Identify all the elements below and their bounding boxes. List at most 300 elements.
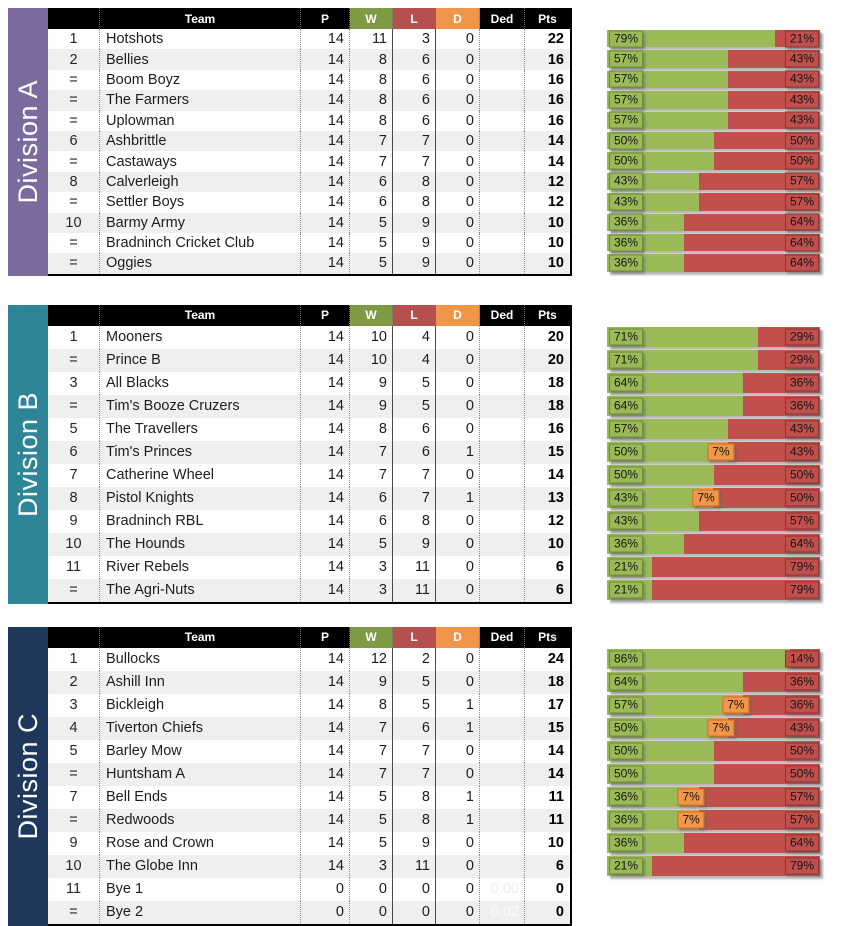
losses-cell: 3 bbox=[393, 29, 436, 49]
win-percentage-label: 21% bbox=[609, 558, 643, 575]
pos-cell: 7 bbox=[48, 464, 100, 487]
table-row bbox=[48, 487, 570, 510]
points-cell: 16 bbox=[547, 92, 564, 109]
wins-cell: 7 bbox=[350, 151, 393, 171]
played-cell: 14 bbox=[301, 717, 350, 740]
team-cell: Bye 2 bbox=[100, 901, 301, 924]
chart-row bbox=[607, 855, 833, 878]
result-bar bbox=[607, 442, 820, 462]
points-cell: 24 bbox=[547, 651, 564, 668]
chart-row bbox=[607, 901, 833, 924]
draws-cell: 0 bbox=[436, 213, 480, 233]
played-cell: 14 bbox=[301, 131, 350, 151]
losses-cell: 6 bbox=[393, 717, 436, 740]
draws-cell: 0 bbox=[436, 671, 480, 694]
team-cell: Uplowman bbox=[100, 111, 301, 131]
header-cell-w: W bbox=[350, 627, 393, 648]
deductions-cell bbox=[480, 832, 525, 855]
result-bar bbox=[607, 787, 820, 807]
losses-cell: 5 bbox=[393, 395, 436, 418]
draws-cell: 0 bbox=[436, 151, 480, 171]
pos-cell: = bbox=[48, 809, 100, 832]
win-percentage-label: 43% bbox=[609, 173, 643, 190]
draws-cell: 0 bbox=[436, 29, 480, 49]
result-bar bbox=[607, 695, 820, 715]
win-percentage-label: 36% bbox=[609, 834, 643, 851]
deductions-cell bbox=[480, 464, 525, 487]
deductions-cell bbox=[480, 233, 525, 253]
played-cell: 14 bbox=[301, 49, 350, 69]
losses-cell: 0 bbox=[393, 901, 436, 924]
points-cell: 20 bbox=[547, 329, 564, 346]
draws-cell: 1 bbox=[436, 809, 480, 832]
points-cell: 16 bbox=[547, 421, 564, 438]
loss-percentage-label: 43% bbox=[785, 443, 819, 460]
chart-row bbox=[607, 487, 833, 510]
loss-percentage-label: 29% bbox=[785, 328, 819, 345]
draws-cell: 0 bbox=[436, 90, 480, 110]
header-cell-pos bbox=[48, 305, 100, 326]
played-cell: 14 bbox=[301, 763, 350, 786]
pos-cell: 10 bbox=[48, 533, 100, 556]
loss-percentage-label: 79% bbox=[785, 558, 819, 575]
losses-cell: 6 bbox=[393, 90, 436, 110]
pos-cell: 3 bbox=[48, 372, 100, 395]
result-bar bbox=[607, 152, 820, 169]
chart-row bbox=[607, 717, 833, 740]
points-cell: 16 bbox=[547, 112, 564, 129]
losses-cell: 9 bbox=[393, 213, 436, 233]
win-percentage-label: 36% bbox=[609, 234, 643, 251]
pos-cell: 3 bbox=[48, 694, 100, 717]
deductions-cell bbox=[480, 441, 525, 464]
loss-percentage-label: 36% bbox=[785, 696, 819, 713]
points-cell: 13 bbox=[547, 490, 564, 507]
team-cell: Bradninch RBL bbox=[100, 510, 301, 533]
points-cell: 16 bbox=[547, 51, 564, 68]
header-cell-pts: Pts bbox=[538, 630, 557, 645]
played-cell: 14 bbox=[301, 648, 350, 671]
wins-cell: 8 bbox=[350, 90, 393, 110]
deductions-cell bbox=[480, 694, 525, 717]
pos-cell: 7 bbox=[48, 786, 100, 809]
losses-cell: 11 bbox=[393, 579, 436, 602]
team-cell: Bellies bbox=[100, 49, 301, 69]
loss-percentage-label: 50% bbox=[785, 153, 819, 170]
result-bar bbox=[607, 465, 820, 485]
team-cell: Rose and Crown bbox=[100, 832, 301, 855]
team-cell: Oggies bbox=[100, 253, 301, 273]
points-cell: 6 bbox=[555, 858, 564, 875]
pos-cell: = bbox=[48, 233, 100, 253]
chart-row bbox=[607, 90, 833, 110]
draws-cell: 0 bbox=[436, 832, 480, 855]
result-bar bbox=[607, 132, 820, 149]
division-a-section bbox=[8, 8, 842, 276]
result-bar bbox=[607, 856, 820, 876]
table-row bbox=[48, 111, 570, 131]
wins-cell: 7 bbox=[350, 717, 393, 740]
loss-percentage-label: 14% bbox=[785, 650, 819, 667]
points-cell: 0 bbox=[555, 881, 564, 898]
chart-row bbox=[607, 372, 833, 395]
loss-percentage-label: 64% bbox=[785, 234, 819, 251]
points-cell: 10 bbox=[547, 835, 564, 852]
win-percentage-label: 21% bbox=[609, 857, 643, 874]
wins-cell: 5 bbox=[350, 809, 393, 832]
deductions-cell bbox=[480, 70, 525, 90]
draws-cell: 0 bbox=[436, 111, 480, 131]
pos-cell: 10 bbox=[48, 855, 100, 878]
pos-cell: 11 bbox=[48, 878, 100, 901]
pos-cell: = bbox=[48, 395, 100, 418]
win-percentage-label: 57% bbox=[609, 696, 643, 713]
deductions-cell bbox=[480, 786, 525, 809]
draw-percentage-label: 7% bbox=[722, 696, 749, 713]
chart-row bbox=[607, 418, 833, 441]
played-cell: 14 bbox=[301, 740, 350, 763]
chart-row bbox=[607, 192, 833, 212]
points-cell: 12 bbox=[547, 513, 564, 530]
loss-percentage-label: 36% bbox=[785, 374, 819, 391]
wins-cell: 7 bbox=[350, 740, 393, 763]
win-percentage-label: 64% bbox=[609, 673, 643, 690]
losses-cell: 6 bbox=[393, 441, 436, 464]
team-cell: Hotshots bbox=[100, 29, 301, 49]
table-row bbox=[48, 441, 570, 464]
loss-percentage-label: 21% bbox=[785, 30, 819, 47]
draws-cell: 0 bbox=[436, 878, 480, 901]
table-body bbox=[48, 326, 570, 602]
points-cell: 16 bbox=[547, 71, 564, 88]
table-row bbox=[48, 253, 570, 273]
result-bar bbox=[607, 193, 820, 210]
header-cell-team: Team bbox=[100, 8, 301, 29]
draws-cell: 0 bbox=[436, 740, 480, 763]
draws-cell: 0 bbox=[436, 70, 480, 90]
result-bar bbox=[607, 810, 820, 830]
played-cell: 0 bbox=[301, 878, 350, 901]
pos-cell: 2 bbox=[48, 671, 100, 694]
result-bar bbox=[607, 672, 820, 692]
wins-cell: 6 bbox=[350, 510, 393, 533]
win-percentage-label: 43% bbox=[609, 489, 643, 506]
losses-cell: 9 bbox=[393, 253, 436, 273]
wins-cell: 8 bbox=[350, 70, 393, 90]
wins-cell: 5 bbox=[350, 253, 393, 273]
win-loss-chart bbox=[607, 305, 833, 604]
win-percentage-label: 36% bbox=[609, 535, 643, 552]
loss-percentage-label: 57% bbox=[785, 811, 819, 828]
chart-row bbox=[607, 763, 833, 786]
losses-cell: 6 bbox=[393, 111, 436, 131]
win-percentage-label: 43% bbox=[609, 512, 643, 529]
win-loss-chart bbox=[607, 8, 833, 276]
pos-cell: = bbox=[48, 151, 100, 171]
win-percentage-label: 36% bbox=[609, 254, 643, 271]
played-cell: 14 bbox=[301, 349, 350, 372]
wins-cell: 3 bbox=[350, 556, 393, 579]
wins-cell: 8 bbox=[350, 111, 393, 131]
table-row bbox=[48, 49, 570, 69]
header-cell-p: P bbox=[301, 627, 350, 648]
win-percentage-label: 86% bbox=[609, 650, 643, 667]
win-percentage-label: 50% bbox=[609, 742, 643, 759]
team-cell: Bickleigh bbox=[100, 694, 301, 717]
team-cell: Tiverton Chiefs bbox=[100, 717, 301, 740]
deductions-cell bbox=[480, 49, 525, 69]
division-band bbox=[8, 627, 48, 926]
deductions-cell bbox=[480, 349, 525, 372]
draw-percentage-label: 7% bbox=[677, 788, 704, 805]
played-cell: 14 bbox=[301, 70, 350, 90]
played-cell: 14 bbox=[301, 855, 350, 878]
wins-cell: 0 bbox=[350, 901, 393, 924]
chart-row bbox=[607, 70, 833, 90]
draw-percentage-label: 7% bbox=[692, 489, 719, 506]
table-row bbox=[48, 878, 570, 901]
loss-percentage-label: 50% bbox=[785, 489, 819, 506]
loss-percentage-label: 64% bbox=[785, 535, 819, 552]
draws-cell: 0 bbox=[436, 648, 480, 671]
draw-percentage-label: 7% bbox=[707, 443, 734, 460]
deductions-cell bbox=[480, 579, 525, 602]
wins-cell: 8 bbox=[350, 694, 393, 717]
chart-row bbox=[607, 233, 833, 253]
table-row bbox=[48, 151, 570, 171]
wins-cell: 5 bbox=[350, 832, 393, 855]
table-row bbox=[48, 740, 570, 763]
loss-percentage-label: 64% bbox=[785, 254, 819, 271]
draws-cell: 0 bbox=[436, 233, 480, 253]
losses-cell: 7 bbox=[393, 740, 436, 763]
losses-cell: 8 bbox=[393, 786, 436, 809]
table-row bbox=[48, 855, 570, 878]
wins-cell: 10 bbox=[350, 349, 393, 372]
table-row bbox=[48, 786, 570, 809]
result-bar bbox=[607, 580, 820, 600]
chart-row bbox=[607, 878, 833, 901]
pos-cell: 4 bbox=[48, 717, 100, 740]
played-cell: 14 bbox=[301, 579, 350, 602]
played-cell: 14 bbox=[301, 151, 350, 171]
losses-cell: 2 bbox=[393, 648, 436, 671]
team-cell: The Agri-Nuts bbox=[100, 579, 301, 602]
wins-cell: 7 bbox=[350, 441, 393, 464]
draws-cell: 0 bbox=[436, 579, 480, 602]
team-cell: River Rebels bbox=[100, 556, 301, 579]
table-row bbox=[48, 717, 570, 740]
header-cell-p: P bbox=[301, 305, 350, 326]
chart-row bbox=[607, 533, 833, 556]
deductions-cell bbox=[480, 487, 525, 510]
losses-cell: 8 bbox=[393, 510, 436, 533]
losses-cell: 11 bbox=[393, 556, 436, 579]
table-row bbox=[48, 70, 570, 90]
loss-percentage-label: 57% bbox=[785, 193, 819, 210]
deductions-cell bbox=[480, 172, 525, 192]
played-cell: 14 bbox=[301, 213, 350, 233]
losses-cell: 6 bbox=[393, 418, 436, 441]
header-cell-ded: Ded bbox=[480, 305, 525, 326]
draws-cell: 1 bbox=[436, 717, 480, 740]
table-row bbox=[48, 172, 570, 192]
table-row bbox=[48, 579, 570, 602]
team-cell: Bye 1 bbox=[100, 878, 301, 901]
deductions-cell bbox=[480, 253, 525, 273]
pos-cell: 5 bbox=[48, 418, 100, 441]
win-percentage-label: 64% bbox=[609, 374, 643, 391]
played-cell: 14 bbox=[301, 510, 350, 533]
loss-percentage-label: 50% bbox=[785, 742, 819, 759]
win-percentage-label: 50% bbox=[609, 765, 643, 782]
pos-cell: 1 bbox=[48, 29, 100, 49]
table-row bbox=[48, 556, 570, 579]
pos-cell: 6 bbox=[48, 131, 100, 151]
pos-cell: = bbox=[48, 192, 100, 212]
played-cell: 0 bbox=[301, 901, 350, 924]
pos-cell: 6 bbox=[48, 441, 100, 464]
team-cell: Bradninch Cricket Club bbox=[100, 233, 301, 253]
header-cell-p: P bbox=[301, 8, 350, 29]
draws-cell: 0 bbox=[436, 855, 480, 878]
draws-cell: 0 bbox=[436, 131, 480, 151]
deductions-cell bbox=[480, 809, 525, 832]
losses-cell: 6 bbox=[393, 49, 436, 69]
points-cell: 20 bbox=[547, 352, 564, 369]
pos-cell: 5 bbox=[48, 740, 100, 763]
table-row bbox=[48, 29, 570, 49]
points-cell: 6 bbox=[555, 582, 564, 599]
draw-percentage-label: 7% bbox=[707, 719, 734, 736]
draws-cell: 0 bbox=[436, 464, 480, 487]
wins-cell: 9 bbox=[350, 395, 393, 418]
result-bar bbox=[607, 557, 820, 577]
result-bar bbox=[607, 488, 820, 508]
win-percentage-label: 57% bbox=[609, 51, 643, 68]
win-percentage-label: 57% bbox=[609, 112, 643, 129]
team-cell: Pistol Knights bbox=[100, 487, 301, 510]
division-label: Division A bbox=[12, 80, 43, 204]
header-cell-team: Team bbox=[100, 627, 301, 648]
win-percentage-label: 64% bbox=[609, 397, 643, 414]
draws-cell: 0 bbox=[436, 556, 480, 579]
points-cell: 15 bbox=[547, 720, 564, 737]
draws-cell: 1 bbox=[436, 441, 480, 464]
wins-cell: 7 bbox=[350, 763, 393, 786]
win-percentage-label: 50% bbox=[609, 153, 643, 170]
losses-cell: 9 bbox=[393, 832, 436, 855]
result-bar bbox=[607, 214, 820, 231]
played-cell: 14 bbox=[301, 253, 350, 273]
result-bar bbox=[607, 649, 820, 669]
played-cell: 14 bbox=[301, 90, 350, 110]
result-bar bbox=[607, 91, 820, 108]
team-cell: Catherine Wheel bbox=[100, 464, 301, 487]
chart-row bbox=[607, 111, 833, 131]
table-row bbox=[48, 326, 570, 349]
points-cell: 14 bbox=[547, 153, 564, 170]
loss-percentage-label: 64% bbox=[785, 834, 819, 851]
win-percentage-label: 36% bbox=[609, 214, 643, 231]
chart-row bbox=[607, 131, 833, 151]
header-cell-team: Team bbox=[100, 305, 301, 326]
result-bar bbox=[607, 373, 820, 393]
points-cell: 12 bbox=[547, 194, 564, 211]
header-cell-pts: Pts bbox=[538, 11, 557, 26]
played-cell: 14 bbox=[301, 786, 350, 809]
win-percentage-label: 50% bbox=[609, 443, 643, 460]
draw-percentage-label: 7% bbox=[677, 811, 704, 828]
team-cell: The Farmers bbox=[100, 90, 301, 110]
header-cell-d: D bbox=[436, 305, 480, 326]
table-row bbox=[48, 510, 570, 533]
win-percentage-label: 57% bbox=[609, 71, 643, 88]
result-bar bbox=[607, 511, 820, 531]
table-body bbox=[48, 648, 570, 924]
win-percentage-label: 43% bbox=[609, 193, 643, 210]
pos-cell: = bbox=[48, 111, 100, 131]
result-bar bbox=[607, 764, 820, 784]
result-bar bbox=[607, 71, 820, 88]
draws-cell: 0 bbox=[436, 510, 480, 533]
chart-row bbox=[607, 213, 833, 233]
chart-row bbox=[607, 395, 833, 418]
pos-cell: 2 bbox=[48, 49, 100, 69]
draws-cell: 0 bbox=[436, 372, 480, 395]
chart-row bbox=[607, 832, 833, 855]
table-row bbox=[48, 395, 570, 418]
wins-cell: 11 bbox=[350, 29, 393, 49]
played-cell: 14 bbox=[301, 832, 350, 855]
losses-cell: 5 bbox=[393, 671, 436, 694]
table-row bbox=[48, 372, 570, 395]
table-row bbox=[48, 901, 570, 924]
division-label: Division C bbox=[12, 712, 43, 840]
division-b-section bbox=[8, 305, 842, 604]
points-cell: 14 bbox=[547, 766, 564, 783]
chart-row bbox=[607, 464, 833, 487]
losses-cell: 7 bbox=[393, 464, 436, 487]
chart-row bbox=[607, 172, 833, 192]
table-row bbox=[48, 648, 570, 671]
team-cell: Prince B bbox=[100, 349, 301, 372]
team-cell: Ashill Inn bbox=[100, 671, 301, 694]
deductions-cell: 0.00 bbox=[480, 878, 525, 901]
team-cell: Castaways bbox=[100, 151, 301, 171]
wins-cell: 5 bbox=[350, 786, 393, 809]
chart-row bbox=[607, 151, 833, 171]
result-bar bbox=[607, 234, 820, 251]
table-row bbox=[48, 694, 570, 717]
draws-cell: 1 bbox=[436, 487, 480, 510]
standings-table bbox=[48, 305, 572, 604]
chart-row bbox=[607, 349, 833, 372]
deductions-cell bbox=[480, 648, 525, 671]
points-cell: 17 bbox=[547, 697, 564, 714]
team-cell: Mooners bbox=[100, 326, 301, 349]
pos-cell: = bbox=[48, 901, 100, 924]
loss-percentage-label: 50% bbox=[785, 466, 819, 483]
header-cell-pos bbox=[48, 8, 100, 29]
wins-cell: 3 bbox=[350, 579, 393, 602]
standings-table bbox=[48, 627, 572, 926]
team-cell: Barley Mow bbox=[100, 740, 301, 763]
played-cell: 14 bbox=[301, 372, 350, 395]
deductions-cell: 0.02 bbox=[480, 901, 525, 924]
played-cell: 14 bbox=[301, 418, 350, 441]
points-cell: 10 bbox=[547, 536, 564, 553]
